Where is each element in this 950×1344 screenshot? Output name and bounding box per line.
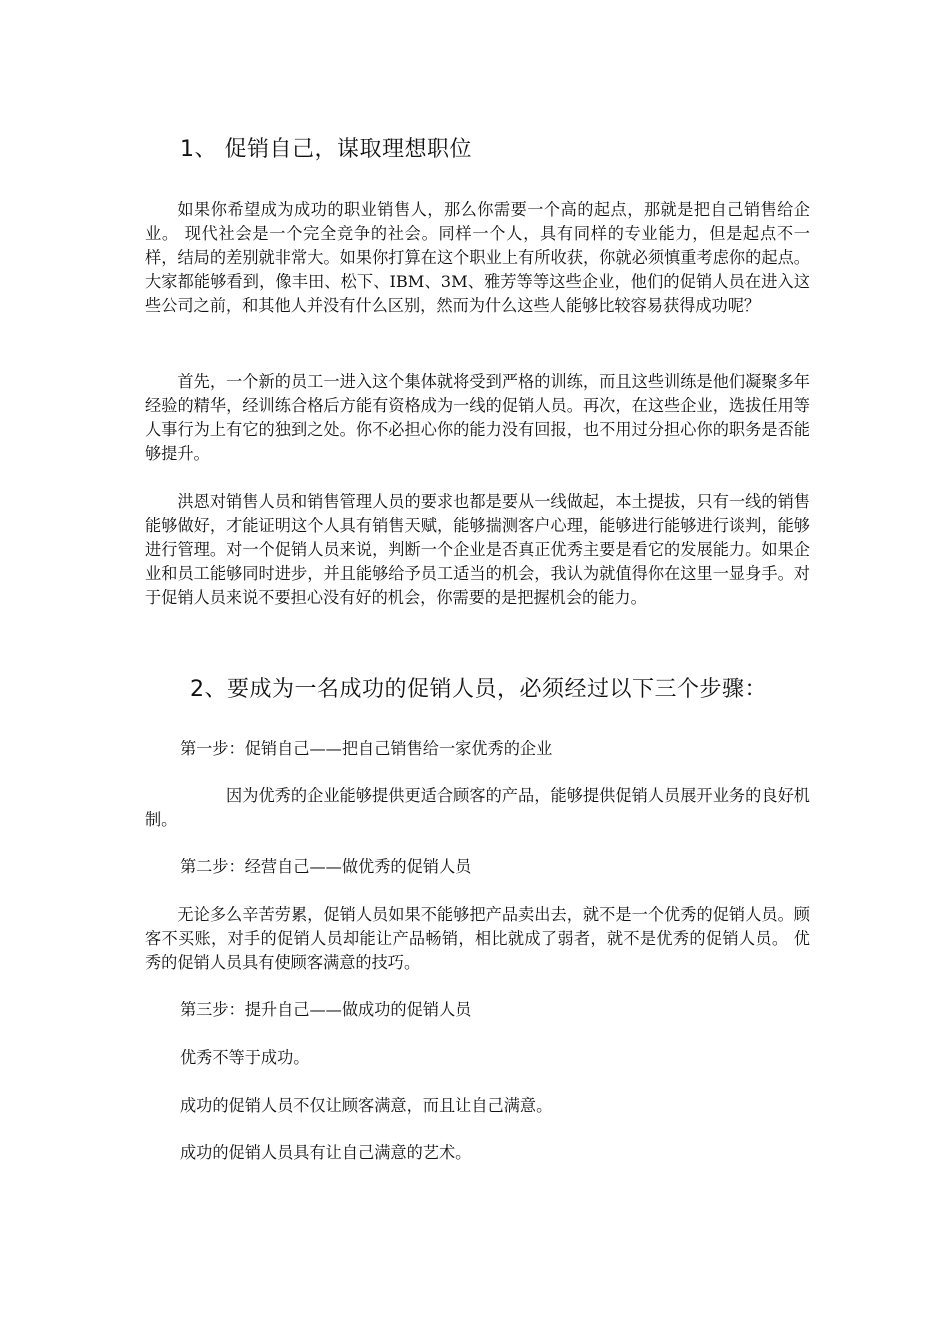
section1-paragraph-3: 洪恩对销售人员和销售管理人员的要求也都是要从一线做起，本土提拔，只有一线的销售能够做好，才能证明这个人具有销售天赋，能够揣测客户心理，能够进行能够进行谈判，能够进行管理。对一个促销人员来说，判断一个企业是否真正优秀主要是看它的发展能力。如果企业和员工能够同时进步，并且能够给予员工适当的机会，我认为就值得你在这里一显身手。对于促销人员来说不要担心没有好的机会，你需要的是把握机会的能力。 [145,492,810,607]
section1-heading: 1、 促销自己，谋取理想职位 [180,137,472,162]
step3-line-2: 成功的促销人员不仅让顾客满意，而且让自己满意。 [180,1096,553,1115]
step1-body: 因为优秀的企业能够提供更适合顾客的产品，能够提供促销人员展开业务的良好机制。 [145,786,810,829]
step3-title: 第三步：提升自己——做成功的促销人员 [180,1000,472,1019]
section1-paragraph-1: 如果你希望成为成功的职业销售人，那么你需要一个高的起点，那就是把自己销售给企业。 现代社会是一个完全竞争的社会。同样一个人，具有同样的专业能力，但是起点不一样，结局的差别就非常大。如果你打算在这个职业上有所收获，你就必须慎重考虑你的起点。大家都能够看到，像丰田、松下、IBM、3M、雅芳等等这些企业，他们的促销人员在进入这些公司之前，和其他人并没有什么区别，然而为什么这些人能够比较容易获得成功呢？ [145,200,810,315]
step3-line-3: 成功的促销人员具有让自己满意的艺术。 [180,1143,472,1162]
step2-title: 第二步：经营自己——做优秀的促销人员 [180,857,472,876]
step1-title: 第一步：促销自己——把自己销售给一家优秀的企业 [180,739,553,758]
section2-heading: 2、要成为一名成功的促销人员，必须经过以下三个步骤： [190,677,767,702]
step3-line-1: 优秀不等于成功。 [180,1048,310,1067]
section1-paragraph-2: 首先，一个新的员工一进入这个集体就将受到严格的训练，而且这些训练是他们凝聚多年经验的精华，经训练合格后方能有资格成为一线的促销人员。再次，在这些企业，选拔任用等人事行为上有它的独到之处。你不必担心你的能力没有回报，也不用过分担心你的职务是否能够提升。 [145,372,810,463]
step2-body: 无论多么辛苦劳累，促销人员如果不能够把产品卖出去，就不是一个优秀的促销人员。顾客不买账，对手的促销人员却能让产品畅销，相比就成了弱者，就不是优秀的促销人员。 优秀的促销人员具有使顾客满意的技巧。 [145,905,810,972]
